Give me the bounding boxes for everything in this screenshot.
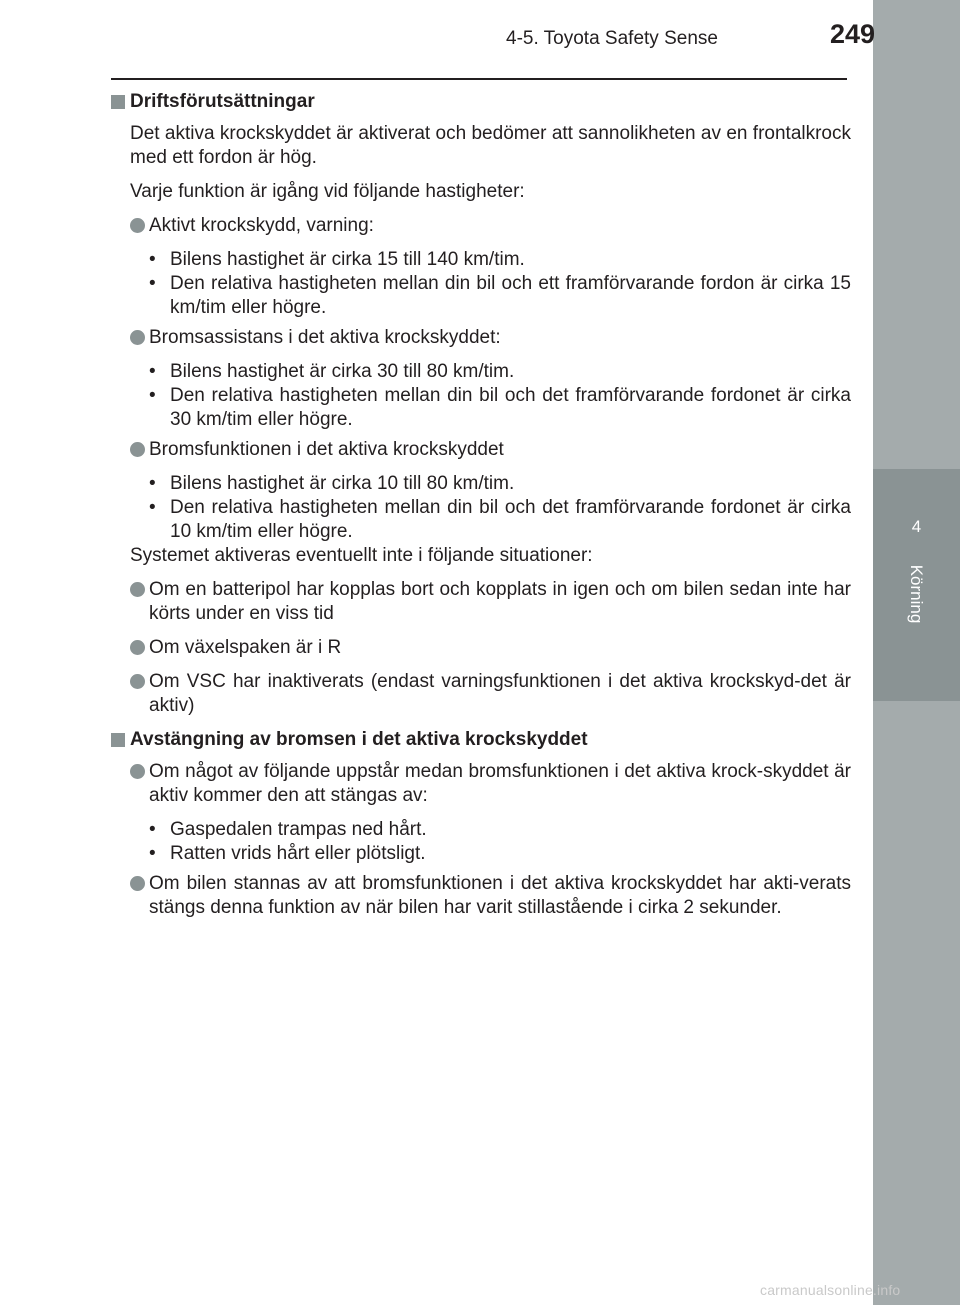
list-item-text: Om växelspaken är i R	[149, 637, 342, 658]
paragraph: Varje funktion är igång vid följande hastigheter:	[130, 181, 525, 202]
page-content	[111, 90, 851, 930]
sub-list-item: • Den relativa hastigheten mellan din bil och det framförvarande fordonet är cirka 10 km/tim eller högre.	[149, 497, 851, 542]
section-title: 4-5. Toyota Safety Sense	[506, 28, 718, 49]
sub-list	[149, 818, 851, 866]
dot-marker: •	[149, 843, 156, 864]
square-bullet-icon	[111, 733, 125, 747]
section-heading	[111, 728, 851, 752]
list-item	[130, 578, 851, 626]
list-item	[130, 636, 851, 660]
section-heading	[111, 90, 851, 114]
circle-bullet-icon	[130, 442, 145, 457]
dot-marker: •	[149, 385, 156, 406]
side-strip-top	[873, 0, 960, 469]
dot-marker: •	[149, 273, 156, 294]
list-item	[130, 760, 851, 808]
list-item	[130, 670, 851, 718]
sub-list-item: • Ratten vrids hårt eller plötsligt.	[149, 843, 426, 864]
paragraph: Systemet aktiveras eventuellt inte i följande situationer:	[130, 545, 593, 566]
heading-text: Avstängning av bromsen i det aktiva krockskyddet	[130, 729, 588, 750]
list-item	[130, 326, 851, 350]
side-strip-bottom	[873, 701, 960, 1305]
circle-bullet-icon	[130, 674, 145, 689]
sub-list-item: • Gaspedalen trampas ned hårt.	[149, 819, 427, 840]
page-number: 249	[830, 19, 876, 49]
dot-marker: •	[149, 819, 156, 840]
circle-bullet-icon	[130, 330, 145, 345]
list-item-text: Bromsassistans i det aktiva krockskyddet:	[149, 327, 501, 348]
circle-bullet-icon	[130, 582, 145, 597]
dot-marker: •	[149, 249, 156, 270]
chapter-number: 4	[911, 517, 922, 536]
header-divider	[111, 78, 847, 80]
list-item	[130, 214, 851, 238]
sub-list-item: • Bilens hastighet är cirka 10 till 80 km/tim.	[149, 473, 515, 494]
heading-text: Driftsförutsättningar	[130, 91, 315, 112]
list-item-text: Om VSC har inaktiverats (endast varningsfunktionen i det aktiva krockskyd-det är aktiv)	[149, 671, 851, 716]
list-item-text: Om något av följande uppstår medan bromsfunktionen i det aktiva krock-skyddet är aktiv kommer den att stängas av:	[149, 761, 851, 806]
sub-list	[149, 472, 851, 544]
sub-list	[149, 360, 851, 432]
circle-bullet-icon	[130, 764, 145, 779]
dot-marker: •	[149, 361, 156, 382]
list-item-text: Bromsfunktionen i det aktiva krockskyddet	[149, 439, 504, 460]
dot-marker: •	[149, 473, 156, 494]
watermark: carmanualsonline.info	[760, 1282, 901, 1298]
list-item	[130, 872, 851, 920]
sub-list-item: • Bilens hastighet är cirka 30 till 80 km/tim.	[149, 361, 515, 382]
circle-bullet-icon	[130, 218, 145, 233]
sub-list-item: • Den relativa hastigheten mellan din bil och ett framförvarande fordon är cirka 15 km/tim eller högre.	[149, 273, 851, 318]
sub-list-item: • Den relativa hastigheten mellan din bil och det framförvarande fordonet är cirka 30 km/tim eller högre.	[149, 385, 851, 430]
list-item-text: Aktivt krockskydd, varning:	[149, 215, 374, 236]
dot-marker: •	[149, 497, 156, 518]
list-item-text: Om bilen stannas av att bromsfunktionen i det aktiva krockskyddet har akti-verats stängs denna funktion av när bilen har varit stillastående i cirka 2 sekunder.	[149, 873, 851, 918]
circle-bullet-icon	[130, 640, 145, 655]
chapter-label: Körning	[907, 564, 926, 624]
list-item-text: Om en batteripol har kopplas bort och kopplats in igen och om bilen sedan inte har körts under en viss tid	[149, 579, 851, 624]
circle-bullet-icon	[130, 876, 145, 891]
chapter-tab[interactable]	[873, 469, 960, 701]
sub-list-item: • Bilens hastighet är cirka 15 till 140 km/tim.	[149, 249, 525, 270]
paragraph: Det aktiva krockskyddet är aktiverat och bedömer att sannolikheten av en frontalkrock med ett fordon är hög.	[130, 123, 851, 168]
list-item	[130, 438, 851, 462]
square-bullet-icon	[111, 95, 125, 109]
sub-list	[149, 248, 851, 320]
